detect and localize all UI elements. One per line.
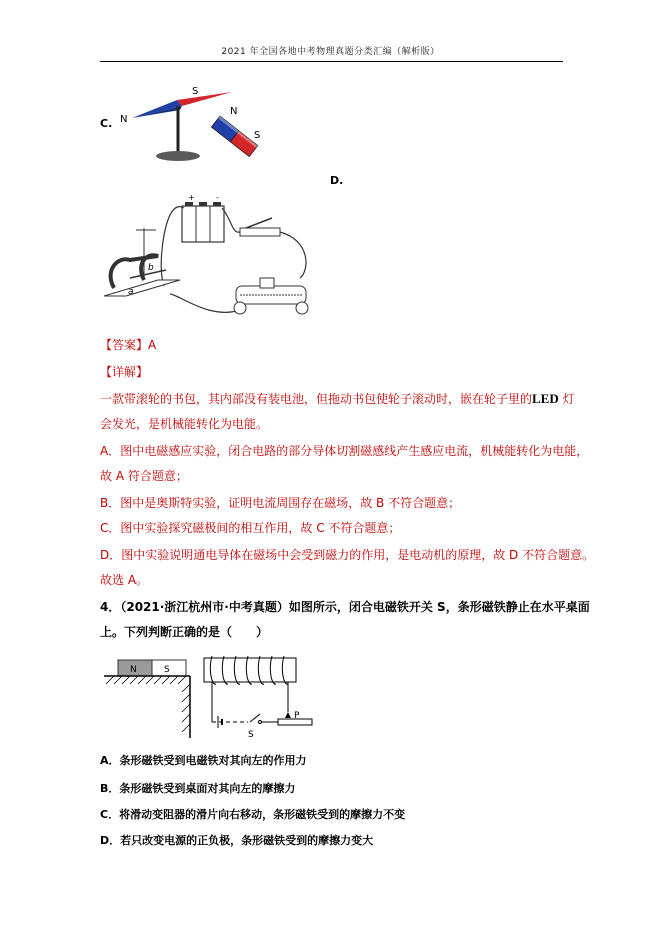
figure-c-magnets (112, 80, 272, 170)
header-rule (100, 61, 563, 62)
explain-a-line-1: A．图中电磁感应实验，闭合电路的部分导体切割磁感线产生感应电流，机械能转化为电能， (100, 444, 589, 458)
fig-q-s: S (164, 665, 170, 675)
option-d: D．若只改变电源的正负极，条形磁铁受到的摩擦力变大 (100, 834, 374, 847)
fig-c-n2: N (230, 106, 238, 117)
option-d-label: D. (330, 174, 344, 187)
intro-line-1-led: LED (532, 391, 559, 406)
fig-d-minus: - (216, 193, 219, 202)
fig-q-p: P (294, 711, 300, 721)
question-line-1: 4．（2021·浙江杭州市·中考真题）如图所示，闭合电磁铁开关 S，条形磁铁静止在水平桌面 (100, 600, 590, 614)
explain-a-line-2: 故 A 符合题意； (100, 469, 188, 483)
fig-c-s1: S (192, 86, 199, 97)
question-figure (100, 652, 320, 742)
explain-b: B．图中是奥斯特实验，证明电流周围存在磁场，故 B 不符合题意； (100, 496, 461, 510)
fig-d-plus: + (188, 193, 195, 202)
question-line-2: 上。下列判断正确的是（ ） (100, 625, 269, 639)
fig-d-b: b (148, 263, 154, 273)
fig-c-n1: N (120, 114, 128, 125)
intro-line-1-post: 灯 (558, 392, 575, 406)
option-b: B．条形磁铁受到桌面对其向左的摩擦力 (100, 782, 296, 795)
answer-label: 【答案】A (100, 338, 157, 352)
fig-q-n: N (130, 665, 137, 675)
fig-d-a: a (128, 287, 134, 297)
figure-d-circuit (100, 190, 325, 330)
option-a: A．条形磁铁受到电磁铁对其向左的作用力 (100, 754, 307, 767)
option-c-label: C. (100, 117, 113, 130)
detail-label: 【详解】 (100, 365, 149, 379)
fig-c-s2: S (254, 130, 261, 141)
conclusion: 故选 A。 (100, 573, 149, 587)
option-c: C．将滑动变阻器的滑片向右移动，条形磁铁受到的摩擦力不变 (100, 808, 406, 821)
intro-line-1 (100, 390, 575, 407)
page-header: 2021 年全国各地中考物理真题分类汇编（解析版） (221, 47, 440, 57)
intro-line-2: 会发光，是机械能转化为电能。 (100, 417, 269, 431)
fig-q-switch: S (248, 730, 254, 740)
explain-d: D．图中实验说明通电导体在磁场中会受到磁力的作用，是电动机的原理，故 D 不符合题意。 (100, 548, 595, 562)
intro-line-1-pre: 一款带滚轮的书包，其内部没有装电池，但拖动书包使轮子滚动时，嵌在轮子里的 (100, 392, 533, 406)
explain-c: C．图中实验探究磁极间的相互作用，故 C 不符合题意； (100, 521, 401, 535)
